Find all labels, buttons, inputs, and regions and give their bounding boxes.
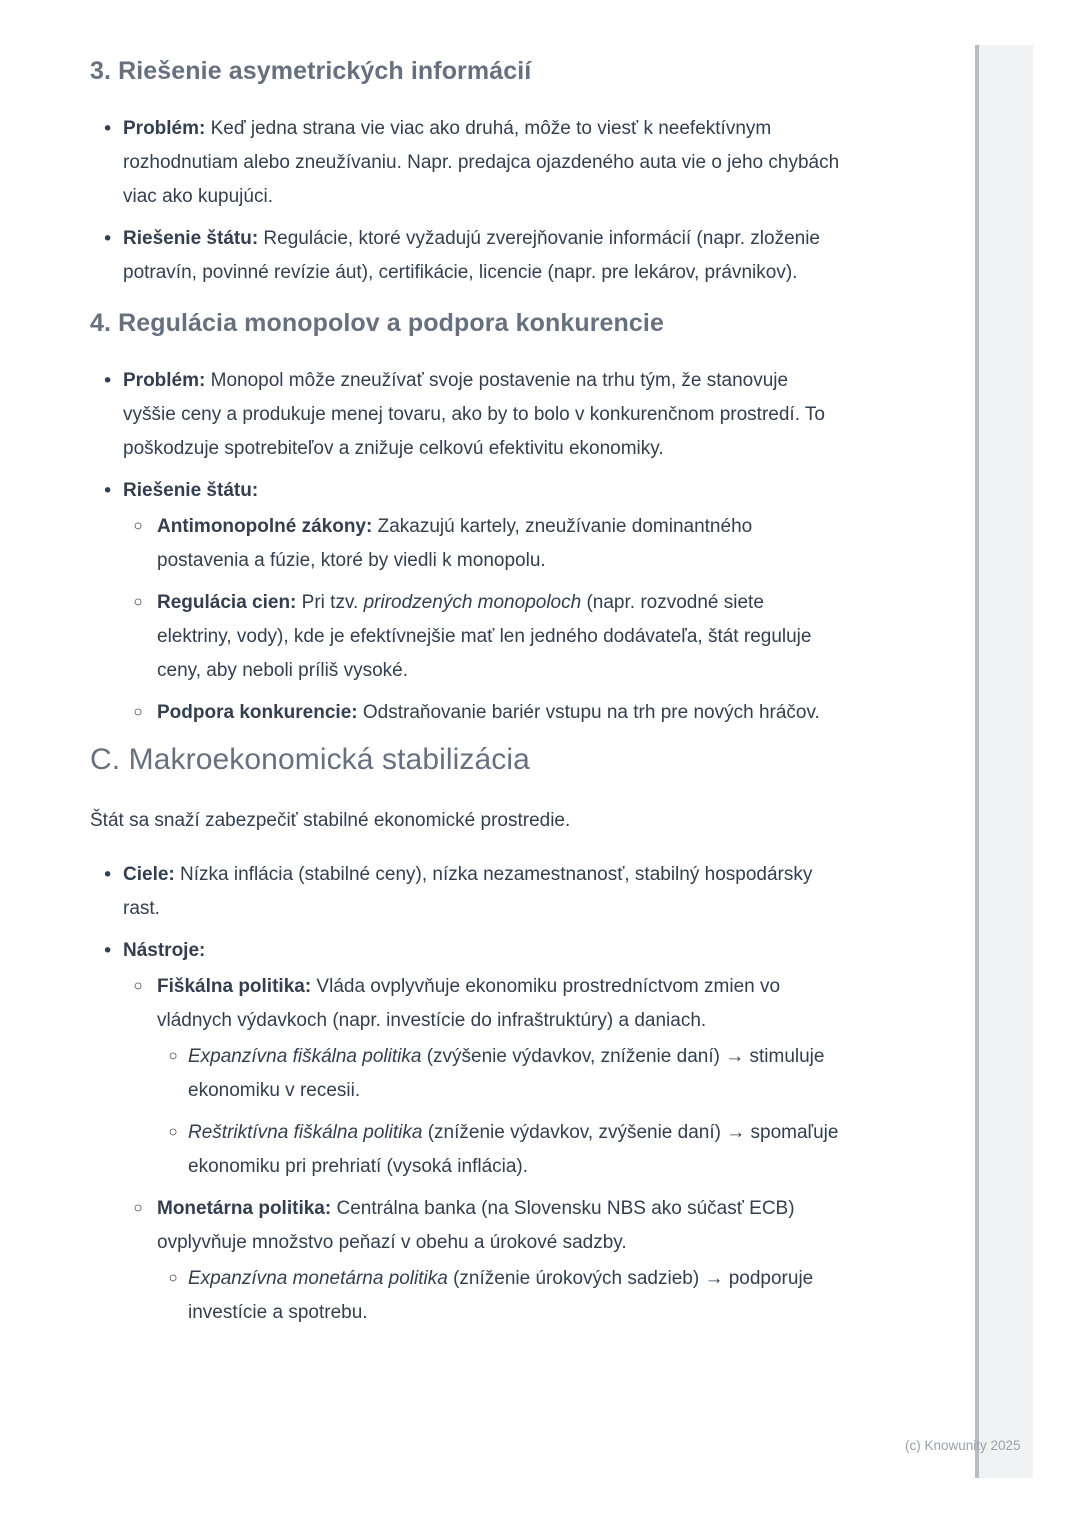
item-text: Monopol môže zneužívať svoje postavenie na trhu tým, že stanovuje vyššie ceny a produkuje menej tovaru, ako by to bolo v konkurenčnom prostredí. To poškodzuje spotrebiteľov a znižuje celkovú efektivitu ekonomiky. — [123, 370, 825, 459]
page-edge-bar — [975, 45, 1033, 1478]
bullet-list-section-4 — [90, 364, 840, 730]
item-lead: Regulácia cien: — [157, 592, 297, 613]
list-item-expansionary-monetary — [157, 1262, 840, 1330]
item-text: Centrálna banka (na Slovensku NBS ako súčasť ECB) ovplyvňuje množstvo peňazí v obehu a úrokové sadzby. — [157, 1198, 795, 1253]
item-text: (zníženie úrokových sadzieb) → podporuje investície a spotrebu. — [188, 1268, 814, 1323]
item-text: Nízka inflácia (stabilné ceny), nízka nezamestnanosť, stabilný hospodársky rast. — [123, 864, 813, 919]
list-item-expansionary-fiscal — [157, 1040, 840, 1108]
section-heading-asymmetric-info: 3. Riešenie asymetrických informácií — [90, 57, 532, 85]
list-item-problem — [90, 364, 840, 466]
item-lead: Problém: — [123, 118, 206, 139]
sub-sub-bullet-list — [157, 1040, 840, 1184]
section-heading-macroeconomic-stabilization: C. Makroekonomická stabilizácia — [90, 743, 530, 776]
item-lead: Fiškálna politika: — [157, 976, 312, 997]
list-item-goals — [90, 858, 840, 926]
list-item-state-solution — [90, 474, 840, 730]
list-item-state-solution — [90, 222, 840, 290]
list-item-price-regulation — [123, 586, 840, 688]
item-emphasis: Expanzívna fiškálna politika — [188, 1046, 422, 1067]
item-lead: Riešenie štátu: — [123, 228, 259, 249]
item-emphasis: Reštriktívna fiškálna politika — [188, 1122, 423, 1143]
bullet-list-section-c — [90, 858, 840, 1330]
item-lead: Nástroje: — [123, 940, 206, 961]
section-intro-paragraph: Štát sa snaží zabezpečiť stabilné ekonomické prostredie. — [90, 810, 571, 831]
item-lead: Monetárna politika: — [157, 1198, 332, 1219]
item-text: (zvýšenie výdavkov, zníženie daní) → stimuluje ekonomiku v recesii. — [188, 1046, 825, 1101]
item-text: Zakazujú kartely, zneužívanie dominantného postavenia a fúzie, ktoré by viedli k monopolu. — [157, 516, 753, 571]
list-item-problem — [90, 112, 840, 214]
item-text: Odstraňovanie bariér vstupu na trh pre nových hráčov. — [357, 702, 820, 723]
item-text: Keď jedna strana vie viac ako druhá, môže to viesť k neefektívnym rozhodnutiam alebo zneužívaniu. Napr. predajca ojazdeného auta vie o jeho chybách viac ako kupujúci. — [123, 118, 840, 207]
item-lead: Podpora konkurencie: — [157, 702, 358, 723]
item-text: (zníženie výdavkov, zvýšenie daní) → spomaľuje ekonomiku pri prehriatí (vysoká inflácia). — [188, 1122, 839, 1177]
bullet-list-section-3 — [90, 112, 840, 290]
sub-bullet-list — [123, 970, 840, 1330]
list-item-antitrust-laws — [123, 510, 840, 578]
item-emphasis: prirodzených monopoloch — [363, 592, 582, 613]
item-text: (napr. rozvodné siete elektriny, vody), kde je efektívnejšie mať len jedného dodávateľa, štát reguluje ceny, aby neboli príliš vysoké. — [157, 592, 812, 681]
list-item-competition-support — [123, 696, 840, 730]
item-lead: Antimonopolné zákony: — [157, 516, 373, 537]
list-item-restrictive-fiscal — [157, 1116, 840, 1184]
list-item-tools — [90, 934, 840, 1330]
item-text: Regulácie, ktoré vyžadujú zverejňovanie informácií (napr. zloženie potravín, povinné revízie áut), certifikácie, licencie (napr. pre lekárov, právnikov). — [123, 228, 821, 283]
item-lead: Ciele: — [123, 864, 175, 885]
sub-sub-bullet-list — [157, 1262, 840, 1330]
sub-bullet-list — [123, 510, 840, 730]
item-text: Vláda ovplyvňuje ekonomiku prostredníctvom zmien vo vládnych výdavkoch (napr. investície do infraštruktúry) a daniach. — [157, 976, 781, 1031]
item-lead: Problém: — [123, 370, 206, 391]
list-item-fiscal-policy — [123, 970, 840, 1184]
list-item-monetary-policy — [123, 1192, 840, 1330]
copyright-footer: (c) Knowunity 2025 — [905, 1438, 1021, 1453]
item-emphasis: Expanzívna monetárna politika — [188, 1268, 448, 1289]
section-heading-monopoly-regulation: 4. Regulácia monopolov a podpora konkurencie — [90, 309, 664, 337]
item-lead: Riešenie štátu: — [123, 480, 259, 501]
item-text: Pri tzv. — [296, 592, 364, 613]
document-content — [90, 0, 840, 1338]
